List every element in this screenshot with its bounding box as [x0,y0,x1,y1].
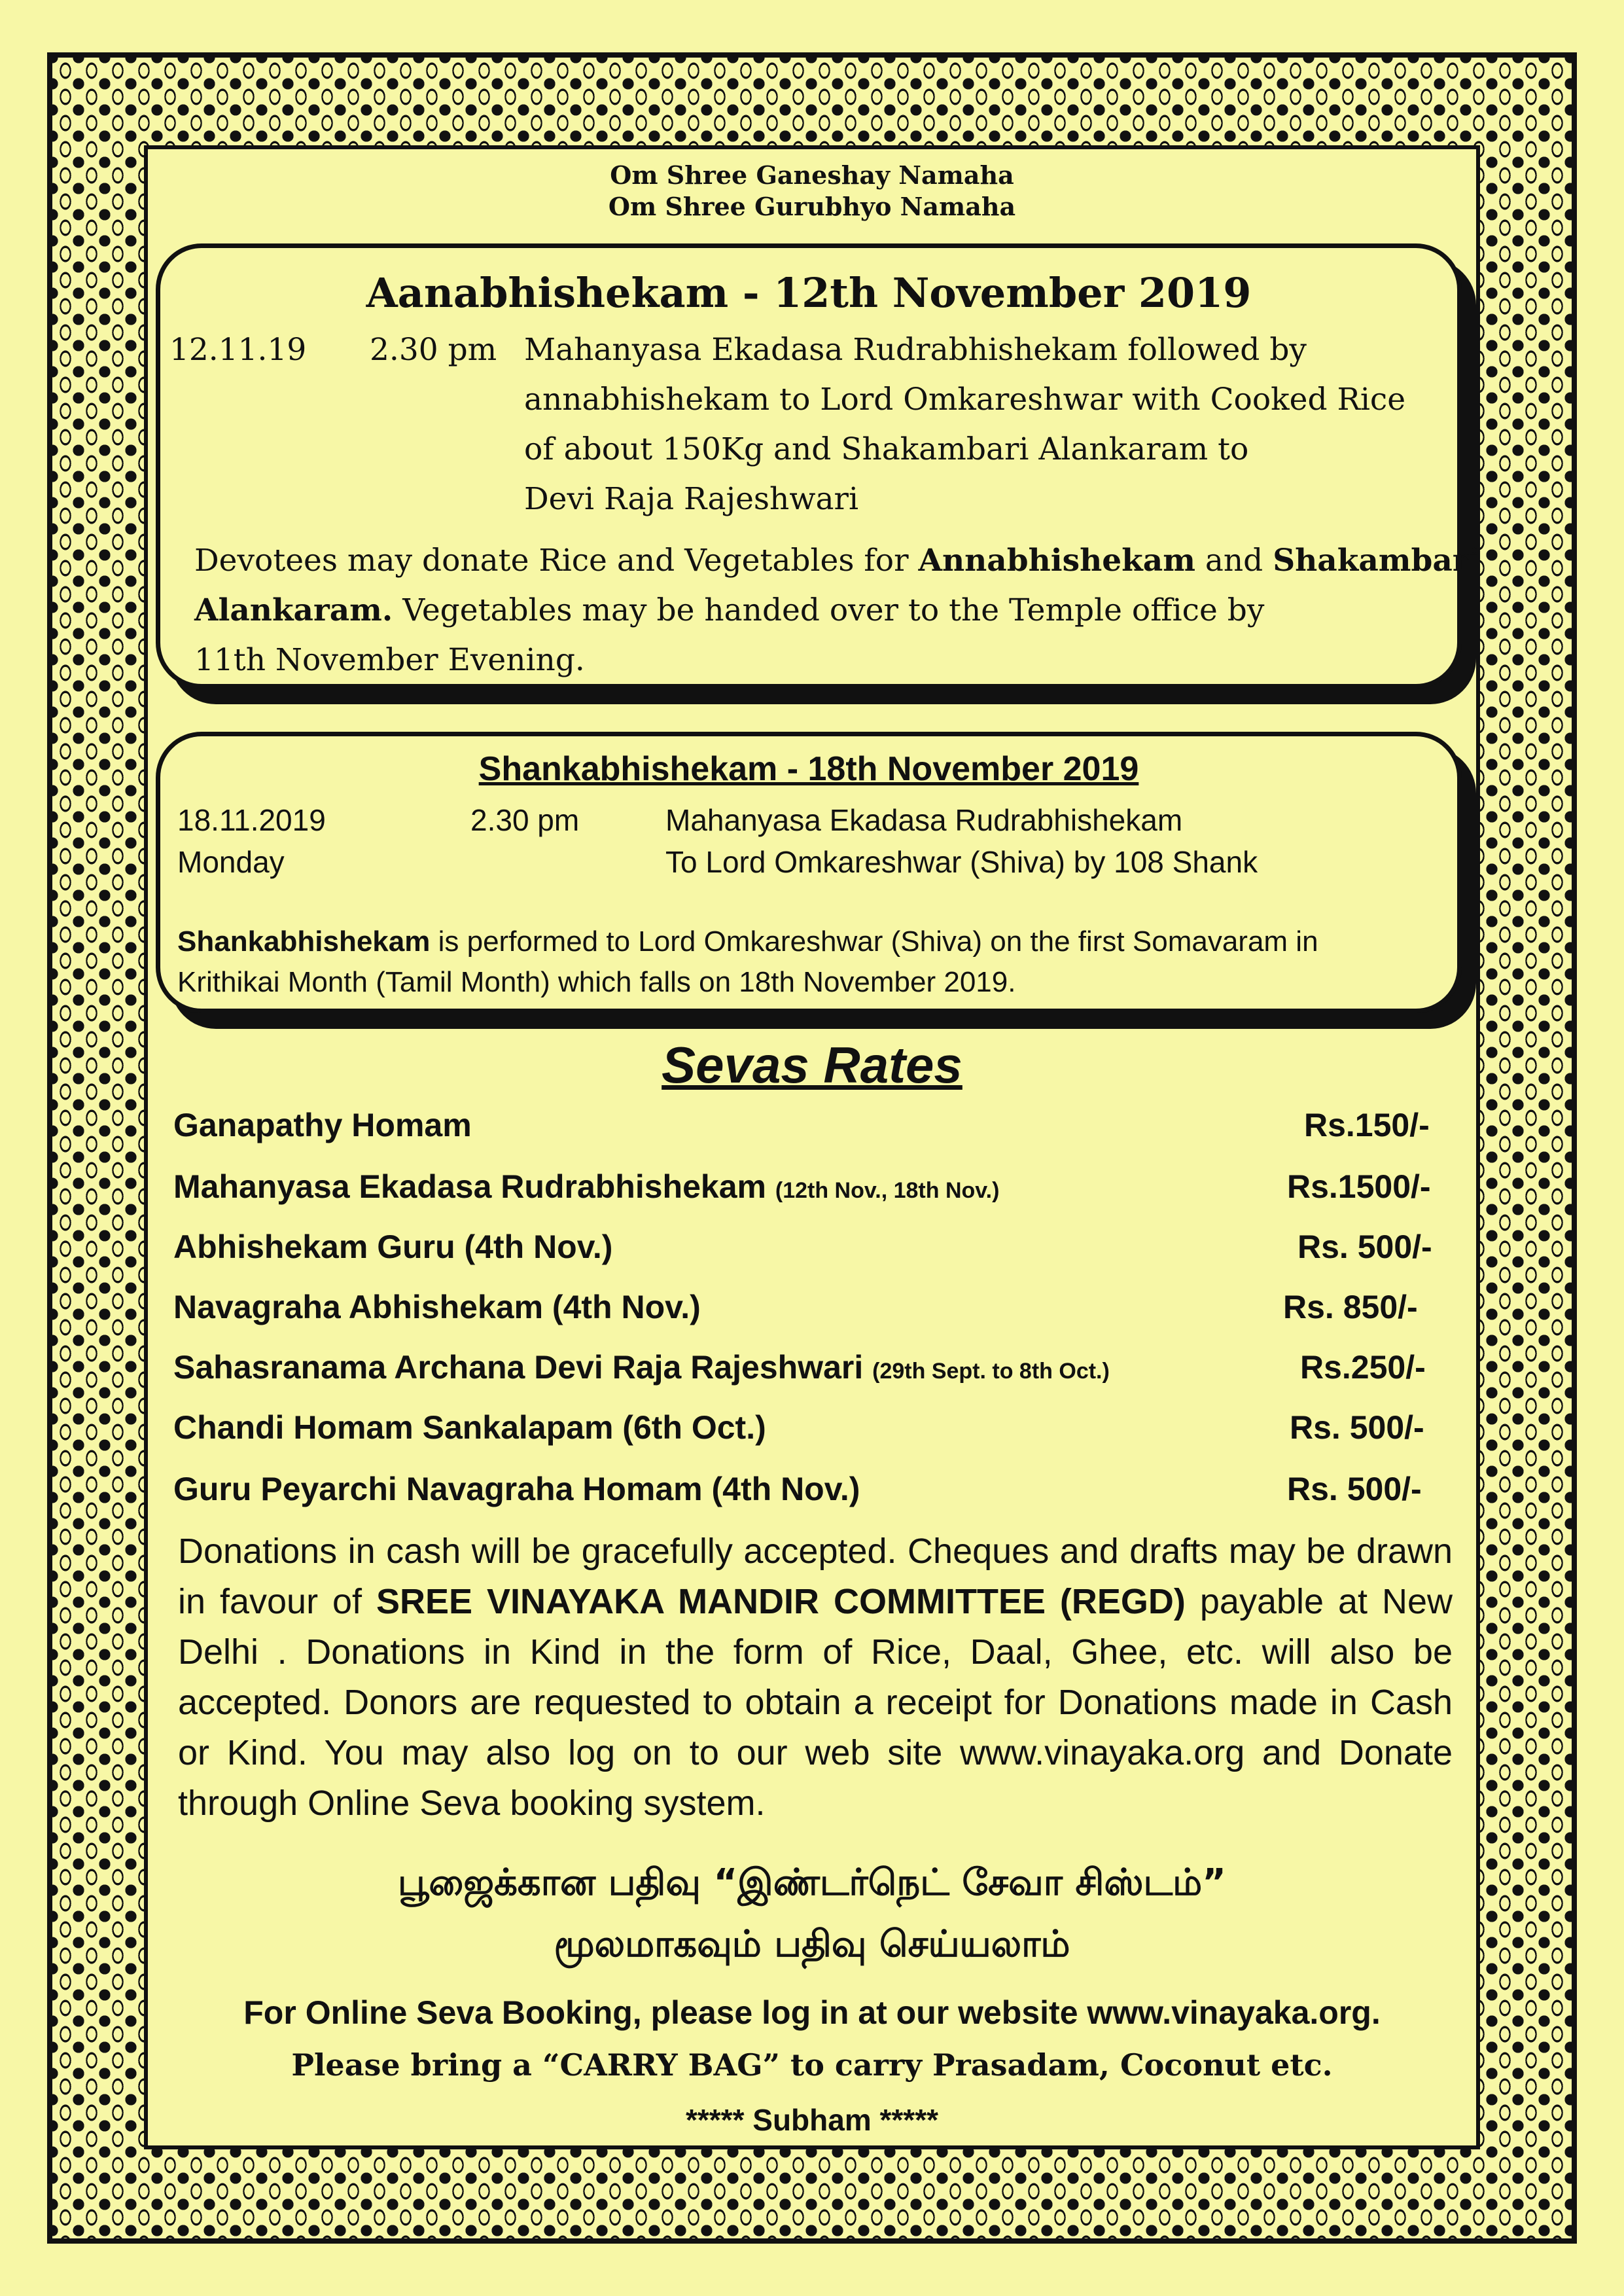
seva-row [173,1288,1456,1334]
aanabhishekam-note-line-1 [194,536,1480,586]
shankabhishekam-desc-2: To Lord Omkareshwar (Shiva) by 108 Shank [665,845,1258,879]
online-booking-note: For Online Seva Booking, please log in at our website www.vinayaka.org. [243,1994,1381,2031]
donation-text: payable at New Delhi . Donations in Kind in the form of Rice, Daal, Ghee, etc. will also be accepted. Donors are requested to obtain a receipt for Donations made in Cash or Kind. You may also log on to our web site www.vinayaka.org and Donate through Online Seva booking system. [178,1582,1453,1823]
aanabhishekam-date: 12.11.19 [169,332,307,368]
seva-name [173,1408,766,1446]
shankabhishekam-note-line-1 [177,921,1318,963]
seva-price: Rs. 500/- [1297,1229,1432,1265]
seva-name-text: Sahasranama Archana Devi Raja Rajeshwari [173,1349,864,1386]
tamil-line-1: பூஜைக்கான பதிவு “இண்டர்நெட் சேவா சிஸ்டம்” [398,1861,1226,1904]
note-bold-annabhishekam: Annabhishekam [918,543,1195,579]
note-bold-alankaram: Alankaram. [194,592,393,628]
carry-bag-note: Please bring a “CARRY BAG” to carry Prasadam, Coconut etc. [291,2047,1333,2083]
shankabhishekam-time: 2.30 pm [470,803,580,837]
note-bold-shakambari: Shakambari [1273,543,1481,579]
aanabhishekam-desc-line-3: of about 150Kg and Shakambari Alankaram to [524,431,1249,467]
seva-name-text: Chandi Homam Sankalapam (6th Oct.) [173,1409,766,1446]
shankabhishekam-day: Monday [177,845,285,879]
seva-name [173,1168,999,1206]
shankabhishekam-date: 18.11.2019 [177,803,326,837]
invocation-line-1: Om Shree Ganeshay Namaha [610,160,1014,190]
aanabhishekam-time: 2.30 pm [370,332,497,368]
seva-name-text: Navagraha Abhishekam (4th Nov.) [173,1289,701,1325]
seva-name [173,1288,701,1326]
subham-line: ***** Subham ***** [685,2103,939,2137]
shankabhishekam-note-line-2: Krithikai Month (Tamil Month) which falls on 18th November 2019. [177,966,1016,998]
seva-price: Rs. 500/- [1290,1409,1424,1446]
donation-paragraph [178,1526,1453,1829]
seva-row [173,1168,1456,1213]
aanabhishekam-title: Aanabhishekam - 12th November 2019 [366,269,1252,317]
tamil-line-2: மூலமாகவும் பதிவு செய்யலாம் [554,1923,1070,1965]
shankabhishekam-desc-1: Mahanyasa Ekadasa Rudrabhishekam [665,803,1183,837]
seva-price: Rs. 500/- [1287,1471,1422,1507]
seva-name-text: Abhishekam Guru (4th Nov.) [173,1229,613,1265]
shankabhishekam-box [156,732,1462,1013]
seva-price: Rs. 850/- [1283,1289,1418,1325]
seva-name-text: Guru Peyarchi Navagraha Homam (4th Nov.) [173,1471,860,1507]
seva-name [173,1106,472,1144]
note-text: and [1195,543,1273,579]
note-text: Vegetables may be handed over to the Temple office by [393,592,1265,628]
note-text: is performed to Lord Omkareshwar (Shiva) on the first Somavaram in [430,925,1318,958]
invocation-line-2: Om Shree Gurubhyo Namaha [608,192,1016,221]
note-text: Devotees may donate Rice and Vegetables for [194,543,919,579]
donation-text: Donations in cash will be gracefully accepted. Cheques and drafts may be drawn in favour of [178,1532,1453,1621]
seva-name [173,1228,612,1266]
seva-row [173,1470,1456,1516]
aanabhishekam-desc-line-1: Mahanyasa Ekadasa Rudrabhishekam followed by [524,332,1307,368]
seva-row [173,1228,1456,1274]
note-bold-shankabhishekam: Shankabhishekam [177,925,431,958]
aanabhishekam-desc-line-4: Devi Raja Rajeshwari [524,481,859,517]
aanabhishekam-note-line-3: 11th November Evening. [194,642,585,678]
seva-row [173,1408,1456,1454]
seva-price: Rs.250/- [1300,1349,1426,1386]
aanabhishekam-desc-line-2: annabhishekam to Lord Omkareshwar with Cooked Rice [524,382,1406,418]
seva-price: Rs.1500/- [1287,1168,1431,1205]
seva-name-text: Ganapathy Homam [173,1107,472,1143]
aanabhishekam-note-line-2 [194,586,1264,636]
seva-name-text: Mahanyasa Ekadasa Rudrabhishekam [173,1168,766,1205]
seva-price: Rs.150/- [1304,1107,1430,1143]
seva-date-note: (29th Sept. to 8th Oct.) [872,1359,1110,1384]
seva-row [173,1348,1456,1394]
committee-name: SREE VINAYAKA MANDIR COMMITTEE (REGD) [376,1582,1186,1621]
aanabhishekam-box [156,243,1481,689]
seva-row [173,1106,1456,1152]
sevas-rates-title: Sevas Rates [662,1036,962,1094]
seva-name [173,1348,1110,1386]
shankabhishekam-title: Shankabhishekam - 18th November 2019 [478,750,1139,788]
seva-date-note: (12th Nov., 18th Nov.) [775,1178,1000,1203]
seva-name [173,1470,860,1508]
